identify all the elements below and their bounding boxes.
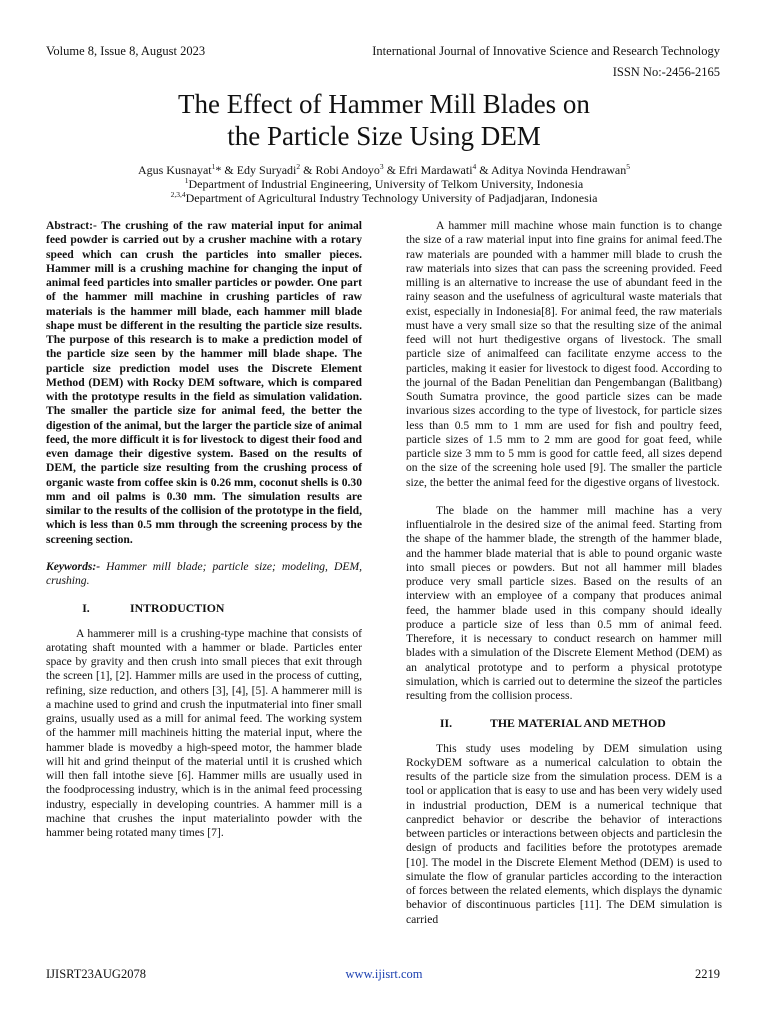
left-column bbox=[46, 219, 362, 840]
paper-code: IJISRT23AUG2078 bbox=[46, 967, 146, 981]
issn: ISSN No:-2456-2165 bbox=[612, 65, 720, 79]
keywords: Keywords:- Hammer mill blade; particle size; modeling, DEM, crushing. bbox=[46, 559, 362, 587]
page-number: 2219 bbox=[695, 967, 720, 981]
affiliation-2: $^{2,3,4}$Department of Agricultural Industry Technology University of Padjadjaran, Indonesia bbox=[170, 190, 598, 205]
section-heading-material-method: II. THE MATERIAL AND METHOD bbox=[439, 716, 666, 731]
title-line-1: The Effect of Hammer Mill Blades on bbox=[178, 89, 590, 119]
abstract: Abstract:- The crushing of the raw material input for animal feed powder is carried out by a crusher machine with a rotary speed which can crush the particles into smaller pieces. Hammer mill is a crushing machine for changing the input of animal feed particles into smaller particles or powder. One part of the hammer mill machine in crushing particles of raw materials is the hammer mill blade, each hammer mill blade shape must be different in the resulting the particle size results. The purpose of this research is to make a prediction model of the particle size seen by the hammer mill blade shape. The particle size prediction model uses the Discrete Element Method (DEM) with Rocky DEM software, which is compared with the prototype results in the field as simulation validation. The smaller the particle size for animal feed, the better the digestion of the animal, but the larger the particle size of animal feed, the more difficult it is for livestock to digest their food and even damage their digestive system. Based on the results of DEM, the particle size resulting from the crushing process of organic waste from coffee skin is 0.26 mm, coconut shells is 0.30 mm and oil palms is 0.30 mm. The simulation results are similar to the results of the collision of the prototype in the field, which is less than 0.5 mm through the screening process by the screening section. bbox=[46, 219, 363, 546]
right-paragraph-1: A hammer mill machine whose main function is to change the size of a raw material input into fine grains for animal feed.The raw materials are pounded with a hammer mill blade to crush the raw materials into sizes that can pass the screening provided. Feed milling is an alternative to increase the use of abundant feed in the rainy season and the usefulness of agricultural waste materials that exist, especially in Indonesia[8]. For animal feed, the raw materials must have a very small size so that the resulting size of the animal feed will not hurt thedigestive organs of livestock. The small particle size of animalfeed can facilitate enzyme access to the particles, making it easier for livestock to digest food. According to the journal of the Badan Penelitian dan Pengembangan (Balitbang) South Sumatra province, the good particle sizes can be made invarious sizes according to the type of livestock, for particle sizes less than 0.5 mm to 1 mm are used for fish and poultry feed, particle sizes of 1.5 mm to 2 mm are good for goat feed, while particle size 3 mm to 5 mm is good for cattle feed, all sizes depend on the size of the screening hole used [9]. The smaller the particle size, the better the animal feed for the digestive organs of livestock. bbox=[406, 219, 722, 489]
right-paragraph-2: The blade on the hammer mill machine has a very influentialrole in the desired size of the animal feed. Starting from the shape of the hammer blade, the strength of the hammer blade, and the hammer blade material that is able to pound organic waste into small pieces or powders. But not all hammer mill blades produce very small particle sizes. Based on the results of an interview with an employee of a company that produces animal feed, the hammer blade used in this company should ideally produce a particle size of less than 0.5 mm of animal feed. Therefore, it is necessary to conduct research on hammer mill blades with a simulation of the Discrete Element Method (DEM) as an analytical prototype and to perform a physical prototype simulation, which is carried out to determine the sizeof the particles resulting from the collision process. bbox=[406, 503, 722, 702]
right-column bbox=[406, 219, 722, 927]
journal-volume: Volume 8, Issue 8, August 2023 bbox=[46, 44, 206, 58]
title-line-2: the Particle Size Using DEM bbox=[227, 121, 541, 151]
journal-name: International Journal of Innovative Science and Research Technology bbox=[372, 44, 720, 58]
method-paragraph: This study uses modeling by DEM simulation using RockyDEM software as a numerical calculation to obtain the results of the particle size from the simulation process. DEM is a tool or application that is easy to use and has been very widely used in industrial production, DEM is a numerical technique that canpredict behavior or describe the behavior of interactions between particles or interactions between objects and particlesin the design of products and facilities before the prototypes aremade [10]. The model in the Discrete Element Method (DEM) is used to simulate the flow of granular particles according to the interaction of forces between the related elements, which displays the dynamic behavior of discontinuous particles [11]. The DEM simulation is carried bbox=[406, 741, 722, 926]
introduction-paragraph: A hammerer mill is a crushing-type machine that consists of arotating shaft mounted with a hammer or blade. Particles enter space by gravity and then crush into small pieces that exit through the screen [1], [2]. Hammer mills are used in the process of cutting, refining, size reduction, and others [3], [4], [5]. A hammerer mill is a machine used to grind and crush the inputmaterial into finer small grains, usually used as a mill for animal feed. The working system of the hammer mill machineis hitting the material input, where the hammer blade is movedby a high-speed motor, the hammer blade will hit and grind theinput of the material until it is crushed which will then fall intothe sieve [6]. Hammer mills are usually used in the foodprocessing industry, which is in the animal feed processing industry, especially in developing countries. A hammer mill is a machine that crushes the input materialinto powder with the hammer being rotated many times [7]. bbox=[46, 626, 362, 839]
author-block bbox=[40, 163, 728, 205]
section-heading-introduction: I. INTRODUCTION bbox=[82, 601, 225, 616]
author-names: Agus Kusnayat$^1$* & Edy Suryadi$^2$ & Robi Andoyo$^3$ & Efri Mardawati$^4$ & Aditya Novinda Hendrawan$^5$ bbox=[137, 162, 631, 177]
journal-website-link[interactable]: www.ijisrt.com bbox=[345, 967, 423, 981]
paper-title bbox=[60, 88, 708, 152]
affiliation-1: $^1$Department of Industrial Engineering, University of Telkom University, Indonesia bbox=[184, 176, 584, 191]
